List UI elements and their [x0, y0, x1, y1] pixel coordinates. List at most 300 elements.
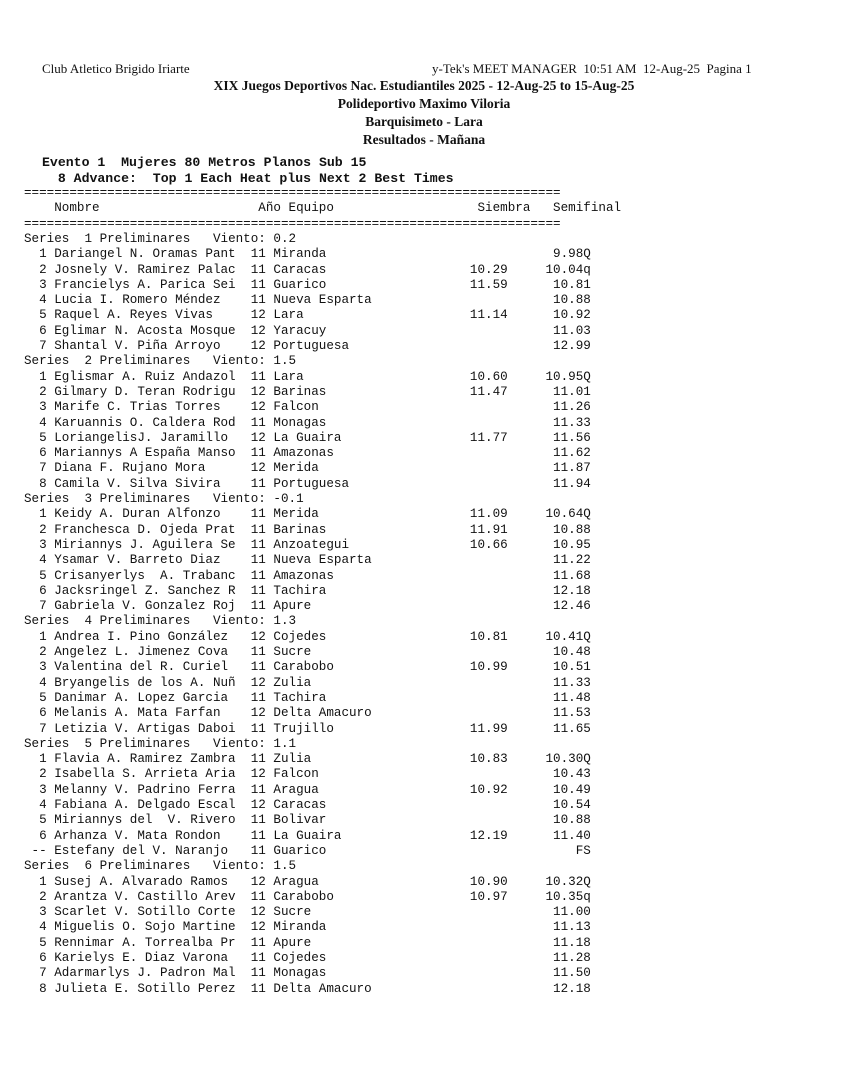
place-cell: 4 [24, 920, 55, 935]
result-cell: 11.22 [522, 553, 591, 568]
year-cell: 12 [250, 920, 274, 935]
seed-cell: 10.66 [469, 537, 523, 552]
seed-cell [470, 324, 523, 338]
place-cell: 2 [24, 384, 55, 399]
team-cell: Delta Amacuro [273, 981, 470, 996]
seed-cell [470, 339, 523, 353]
result-cell: 10.41Q [522, 629, 591, 644]
year-cell: 11 [250, 446, 274, 461]
table-row [24, 553, 591, 568]
series-header [24, 492, 304, 507]
name-cell: Valentina del R. Curiel [54, 660, 251, 675]
name-cell: Letizia V. Artigas Daboi [54, 721, 251, 736]
year-cell: 12 [250, 308, 274, 323]
team-cell: Monagas [273, 415, 470, 430]
place-cell: 2 [24, 645, 55, 659]
result-cell: 11.26 [522, 400, 591, 415]
table-row [24, 523, 591, 538]
name-cell: Danimar A. Lopez Garcia [54, 690, 251, 705]
meet-city: Barquisimeto - Lara [365, 114, 483, 129]
series-label: Series 5 Preliminares [24, 736, 191, 751]
seed-cell: 12.19 [469, 828, 523, 843]
team-cell: Amazonas [273, 568, 470, 583]
seed-cell [470, 966, 523, 980]
place-cell: 1 [24, 507, 55, 522]
result-cell: 12.18 [522, 981, 591, 996]
table-row [24, 982, 591, 997]
series-label: Series 3 Preliminares [24, 492, 191, 506]
place-cell: 7 [24, 461, 55, 476]
table-row [24, 416, 591, 431]
table-row [24, 370, 591, 385]
result-cell: 11.94 [522, 476, 591, 491]
result-cell: 10.48 [522, 645, 591, 659]
place-cell: 6 [24, 583, 55, 598]
year-cell: 11 [250, 813, 274, 828]
separator-line: ======================================================================= [24, 216, 561, 231]
place-cell: 3 [24, 400, 55, 415]
team-cell: La Guaira [273, 430, 470, 445]
session-label: Resultados - Mañana [362, 132, 486, 147]
name-cell: Crisanyerlys A. Trabanc [54, 568, 251, 583]
place-cell: 5 [24, 690, 55, 705]
name-cell: Miguelis O. Sojo Martine [54, 920, 251, 935]
series-wind: Viento: 1.5 [212, 859, 297, 874]
team-cell: Cojedes [273, 629, 470, 644]
place-cell: 8 [24, 476, 55, 491]
year-cell: 11 [250, 369, 274, 384]
result-cell: FS [522, 843, 591, 858]
seed-cell: 10.99 [469, 660, 523, 675]
table-row [24, 706, 591, 721]
year-cell: 11 [250, 828, 274, 843]
place-cell: 1 [24, 874, 55, 889]
result-cell: 10.88 [522, 293, 591, 308]
year-cell: 12 [250, 905, 274, 920]
seed-cell: 11.77 [469, 430, 523, 445]
software-header: y-Tek's MEET MANAGER 10:51 AM 12-Aug-25 Pagina 1 [432, 61, 752, 76]
result-cell: 12.18 [522, 583, 591, 598]
table-row [24, 538, 591, 553]
year-cell: 12 [250, 384, 274, 399]
place-cell: 2 [24, 522, 55, 537]
team-cell: Cojedes [273, 951, 470, 965]
year-cell: 11 [250, 293, 274, 308]
year-cell: 11 [250, 690, 274, 705]
place-cell: 8 [24, 981, 55, 996]
place-cell: 6 [24, 828, 55, 843]
seed-cell [470, 645, 523, 659]
table-row [24, 645, 591, 660]
year-cell: 12 [250, 767, 274, 782]
series-wind: Viento: 0.2 [212, 231, 297, 246]
result-cell: 11.50 [522, 966, 591, 981]
col-semifinal: Semifinal [537, 201, 622, 216]
team-cell: Guarico [273, 277, 470, 292]
table-row [24, 829, 591, 844]
year-cell: 11 [250, 721, 274, 736]
seed-cell [470, 798, 523, 812]
year-cell: 12 [250, 629, 274, 644]
year-cell: 11 [250, 553, 274, 568]
name-cell: Isabella S. Arrieta Aria [54, 767, 251, 782]
place-cell: 3 [24, 905, 55, 920]
separator-line: ======================================================================= [24, 186, 561, 200]
seed-cell: 10.92 [469, 782, 523, 797]
seed-cell: 11.14 [469, 308, 523, 323]
place-cell: 3 [24, 277, 55, 292]
table-row [24, 905, 591, 920]
table-row [24, 630, 591, 645]
result-cell: 10.95 [522, 537, 591, 552]
team-cell: Delta Amacuro [273, 706, 470, 721]
event-advance-rule: 8 Advance: Top 1 Each Heat plus Next 2 Best Times [42, 171, 454, 186]
result-cell: 10.43 [522, 767, 591, 782]
series-label: Series 1 Preliminares [24, 231, 191, 246]
name-cell: Julieta E. Sotillo Perez [54, 981, 251, 996]
year-cell: 11 [250, 645, 274, 659]
table-row [24, 293, 591, 308]
year-cell: 11 [250, 966, 274, 981]
table-row [24, 247, 591, 262]
place-cell: 7 [24, 339, 55, 353]
result-cell: 10.64Q [522, 507, 591, 522]
place-cell: 5 [24, 568, 55, 583]
team-cell: Apure [273, 935, 470, 950]
place-cell: 5 [24, 813, 55, 828]
seed-cell [470, 905, 523, 919]
team-cell: Falcon [273, 767, 470, 782]
name-cell: LoriangelisJ. Jaramillo [54, 430, 251, 445]
name-cell: Camila V. Silva Sivira [54, 476, 251, 491]
seed-cell [470, 477, 523, 491]
result-cell: 12.99 [522, 339, 591, 353]
year-cell: 12 [250, 798, 274, 812]
seed-cell [470, 676, 523, 690]
seed-cell [470, 400, 523, 414]
team-cell: Zulia [273, 675, 470, 690]
seed-cell [470, 936, 523, 950]
team-cell: La Guaira [273, 828, 470, 843]
place-cell: 1 [24, 629, 55, 644]
result-cell: 10.49 [522, 782, 591, 797]
seed-cell [470, 813, 523, 827]
team-cell: Caracas [273, 798, 470, 812]
meet-title: XIX Juegos Deportivos Nac. Estudiantiles 2025 - 12-Aug-25 to 15-Aug-25 [213, 78, 635, 93]
series-wind: Viento: 1.3 [212, 614, 297, 629]
seed-cell: 11.09 [469, 507, 523, 522]
series-header [24, 614, 296, 629]
name-cell: Melanny V. Padrino Ferra [54, 782, 251, 797]
place-cell: 2 [24, 767, 55, 782]
seed-cell [470, 844, 523, 858]
result-cell: 10.54 [522, 798, 591, 812]
year-cell: 11 [250, 843, 274, 858]
place-cell: 4 [24, 798, 55, 812]
year-cell: 11 [250, 277, 274, 292]
name-cell: Raquel A. Reyes Vivas [54, 308, 251, 323]
result-cell: 11.68 [522, 568, 591, 583]
place-cell: 4 [24, 675, 55, 690]
name-cell: Flavia A. Ramirez Zambra [54, 752, 251, 767]
place-cell: 6 [24, 706, 55, 721]
result-cell: 11.48 [522, 690, 591, 705]
seed-cell [470, 247, 523, 261]
place-cell: 4 [24, 293, 55, 308]
place-cell: 1 [24, 752, 55, 767]
team-cell: Falcon [273, 400, 470, 415]
seed-cell: 11.99 [469, 721, 523, 736]
place-cell: 3 [24, 660, 55, 675]
place-cell: 5 [24, 308, 55, 323]
team-cell: Yaracuy [273, 323, 470, 338]
year-cell: 11 [250, 262, 274, 277]
seed-cell [470, 416, 523, 430]
name-cell: Franchesca D. Ojeda Prat [54, 522, 251, 537]
col-equipo: Equipo [288, 201, 478, 216]
team-cell: Aragua [273, 782, 470, 797]
name-cell: Gabriela V. Gonzalez Roj [54, 599, 251, 614]
team-cell: Carabobo [273, 889, 470, 904]
series-label: Series 2 Preliminares [24, 354, 191, 369]
place-cell: 4 [24, 553, 55, 568]
team-cell: Tachira [273, 583, 470, 598]
result-cell: 11.13 [522, 920, 591, 935]
year-cell: 11 [250, 568, 274, 583]
col-siembra: Siembra [477, 201, 538, 216]
name-cell: Angelez L. Jimenez Cova [54, 645, 251, 659]
seed-cell [470, 920, 523, 934]
result-cell: 11.33 [522, 415, 591, 430]
team-cell: Sucre [273, 645, 470, 659]
table-row [24, 278, 591, 293]
team-cell: Lara [273, 369, 470, 384]
seed-cell [470, 461, 523, 475]
seed-cell: 11.47 [469, 384, 523, 399]
result-cell: 11.28 [522, 951, 591, 965]
year-cell: 11 [250, 981, 274, 996]
table-row [24, 722, 591, 737]
place-cell: 5 [24, 935, 55, 950]
table-row [24, 599, 591, 614]
table-row [24, 584, 591, 599]
column-header-row [24, 201, 621, 216]
seed-cell: 11.91 [469, 522, 523, 537]
seed-cell [470, 584, 523, 598]
result-cell: 11.65 [522, 721, 591, 736]
team-cell: Barinas [273, 384, 470, 399]
name-cell: Gilmary D. Teran Rodrigu [54, 384, 251, 399]
table-row [24, 431, 591, 446]
place-cell: 3 [24, 537, 55, 552]
event-title: Evento 1 Mujeres 80 Metros Planos Sub 15 [42, 155, 367, 170]
year-cell: 11 [250, 752, 274, 767]
series-label: Series 6 Preliminares [24, 859, 191, 874]
result-cell: 10.88 [522, 522, 591, 537]
team-cell: Sucre [273, 905, 470, 920]
year-cell: 11 [250, 476, 274, 491]
table-row [24, 813, 591, 828]
seed-cell [470, 691, 523, 705]
result-cell: 10.88 [522, 813, 591, 828]
seed-cell: 10.90 [469, 874, 523, 889]
place-cell: 1 [24, 369, 55, 384]
place-cell: 7 [24, 966, 55, 981]
team-cell: Caracas [273, 262, 470, 277]
place-cell: 2 [24, 262, 55, 277]
table-row [24, 890, 591, 905]
name-cell: Scarlet V. Sotillo Corte [54, 905, 251, 920]
result-cell: 11.40 [522, 828, 591, 843]
team-cell: Merida [273, 461, 470, 476]
place-cell: 6 [24, 323, 55, 338]
table-row [24, 385, 591, 400]
year-cell: 11 [250, 522, 274, 537]
table-row [24, 507, 591, 522]
year-cell: 12 [250, 706, 274, 721]
place-cell: 4 [24, 415, 55, 430]
year-cell: 11 [250, 951, 274, 965]
place-cell: 3 [24, 782, 55, 797]
team-cell: Portuguesa [273, 476, 470, 491]
table-row [24, 875, 591, 890]
year-cell: 11 [250, 660, 274, 675]
table-row [24, 461, 591, 476]
table-row [24, 324, 591, 339]
team-cell: Aragua [273, 874, 470, 889]
year-cell: 11 [250, 889, 274, 904]
name-cell: Shantal V. Piña Arroyo [54, 339, 251, 353]
result-cell: 10.35q [522, 889, 591, 904]
seed-cell [470, 982, 523, 996]
table-row [24, 691, 591, 706]
place-cell: 1 [24, 247, 55, 262]
series-label: Series 4 Preliminares [24, 614, 191, 629]
team-cell: Guarico [273, 843, 470, 858]
seed-cell: 10.29 [469, 262, 523, 277]
name-cell: Miriannys del V. Rivero [54, 813, 251, 828]
year-cell: 11 [250, 537, 274, 552]
result-cell: 10.32Q [522, 874, 591, 889]
team-cell: Portuguesa [273, 339, 470, 353]
series-wind: Viento: 1.5 [212, 354, 297, 369]
seed-cell [470, 706, 523, 720]
series-wind: Viento: -0.1 [212, 492, 304, 506]
result-cell: 10.30Q [522, 752, 591, 767]
place-cell: 6 [24, 951, 55, 965]
seed-cell: 10.83 [469, 752, 523, 767]
col-ano: Año [258, 201, 289, 216]
year-cell: 11 [250, 415, 274, 430]
year-cell: 12 [250, 400, 274, 415]
team-cell: Miranda [273, 247, 470, 262]
name-cell: Fabiana A. Delgado Escal [54, 798, 251, 812]
place-cell: -- [24, 843, 55, 858]
club-name: Club Atletico Brigido Iriarte [42, 61, 190, 76]
team-cell: Apure [273, 599, 470, 614]
result-cell: 11.87 [522, 461, 591, 476]
seed-cell [470, 446, 523, 460]
table-row [24, 263, 591, 278]
seed-cell [470, 569, 523, 583]
seed-cell [470, 553, 523, 567]
table-row [24, 767, 591, 782]
series-header [24, 737, 296, 752]
seed-cell: 11.59 [469, 277, 523, 292]
series-header [24, 354, 296, 369]
year-cell: 11 [250, 507, 274, 522]
team-cell: Amazonas [273, 446, 470, 461]
name-cell: Josnely V. Ramirez Palac [54, 262, 251, 277]
name-cell: Susej A. Alvarado Ramos [54, 874, 251, 889]
table-row [24, 951, 591, 966]
table-row [24, 844, 591, 859]
year-cell: 11 [250, 935, 274, 950]
result-cell: 12.46 [522, 599, 591, 614]
name-cell: Mariannys A España Manso [54, 446, 251, 461]
team-cell: Trujillo [273, 721, 470, 736]
table-row [24, 446, 591, 461]
series-header [24, 232, 296, 247]
name-cell: Estefany del V. Naranjo [54, 843, 251, 858]
year-cell: 11 [250, 599, 274, 614]
result-cell: 11.03 [522, 323, 591, 338]
series-header [24, 859, 296, 874]
result-cell: 11.18 [522, 935, 591, 950]
year-cell: 11 [250, 782, 274, 797]
seed-cell [470, 293, 523, 307]
seed-cell [470, 767, 523, 781]
name-cell: Lucia I. Romero Méndez [54, 293, 251, 308]
name-cell: Arhanza V. Mata Rondon [54, 828, 251, 843]
name-cell: Eglismar A. Ruiz Andazol [54, 369, 251, 384]
result-cell: 9.98Q [522, 247, 591, 262]
team-cell: Nueva Esparta [273, 293, 470, 308]
result-cell: 11.01 [522, 384, 591, 399]
result-cell: 11.33 [522, 675, 591, 690]
col-nombre: Nombre [24, 201, 259, 216]
name-cell: Keidy A. Duran Alfonzo [54, 507, 251, 522]
result-cell: 11.53 [522, 706, 591, 721]
name-cell: Miriannys J. Aguilera Se [54, 537, 251, 552]
seed-cell: 10.97 [469, 889, 523, 904]
year-cell: 11 [250, 247, 274, 262]
name-cell: Eglimar N. Acosta Mosque [54, 323, 251, 338]
table-row [24, 339, 591, 354]
table-row [24, 676, 591, 691]
table-row [24, 752, 591, 767]
table-row [24, 660, 591, 675]
table-row [24, 477, 591, 492]
result-cell: 10.04q [522, 262, 591, 277]
place-cell: 7 [24, 599, 55, 614]
team-cell: Monagas [273, 966, 470, 981]
team-cell: Lara [273, 308, 470, 323]
name-cell: Marife C. Trias Torres [54, 400, 251, 415]
team-cell: Anzoategui [273, 537, 470, 552]
meet-venue: Polideportivo Maximo Viloria [337, 96, 511, 111]
table-row [24, 936, 591, 951]
team-cell: Tachira [273, 690, 470, 705]
place-cell: 5 [24, 430, 55, 445]
year-cell: 12 [250, 675, 274, 690]
year-cell: 11 [250, 583, 274, 598]
result-cell: 10.95Q [522, 369, 591, 384]
year-cell: 12 [250, 323, 274, 338]
table-row [24, 308, 591, 323]
name-cell: Karielys E. Diaz Varona [54, 951, 251, 965]
team-cell: Carabobo [273, 660, 470, 675]
